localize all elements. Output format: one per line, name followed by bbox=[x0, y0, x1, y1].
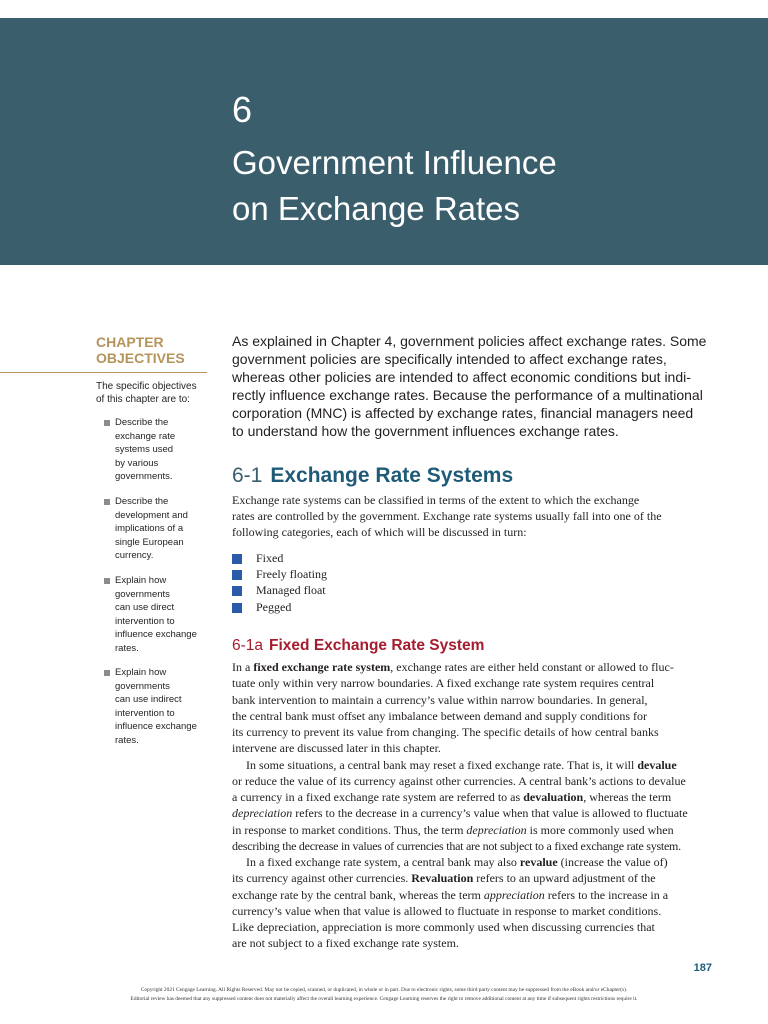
bullet-icon bbox=[104, 499, 110, 505]
objective-line: currency. bbox=[115, 550, 154, 562]
key-term: devalue bbox=[637, 757, 677, 772]
intro-paragraph bbox=[232, 332, 714, 440]
body-line bbox=[232, 854, 714, 870]
chapter-title-line: on Exchange Rates bbox=[232, 190, 521, 227]
chapter-title-line: Government Influence bbox=[232, 144, 557, 181]
objective-item bbox=[104, 574, 204, 656]
objective-line: single European bbox=[115, 536, 184, 548]
objective-line: systems used bbox=[115, 444, 174, 456]
objective-line: rates. bbox=[115, 642, 139, 654]
objective-line: Describe the bbox=[115, 496, 169, 507]
text-run: refers to the decrease in a currency’s value when that value is allowed to fluctuate bbox=[292, 806, 688, 821]
section-number: 6-1 bbox=[232, 464, 263, 487]
section-heading bbox=[232, 462, 513, 490]
key-term: devaluation bbox=[523, 790, 584, 804]
body-line bbox=[232, 789, 714, 805]
body-line: currency’s value when that value is allowed to fluctuate in response to market conditions. bbox=[232, 903, 662, 918]
category-item bbox=[232, 566, 327, 582]
objectives-heading bbox=[96, 334, 185, 366]
objective-item bbox=[104, 495, 204, 563]
objective-line: exchange rate bbox=[115, 430, 176, 442]
text-run: in response to market conditions. Thus, the term bbox=[232, 822, 467, 837]
category-item bbox=[232, 550, 327, 566]
chapter-title bbox=[232, 140, 752, 232]
subsection-title: Fixed Exchange Rate System bbox=[269, 637, 485, 654]
text-run: In a bbox=[232, 660, 254, 674]
intro-line: to understand how the government influences exchange rates. bbox=[232, 423, 619, 439]
body-text bbox=[232, 659, 714, 952]
body-line: or reduce the value of its currency against other currencies. A central bank’s actions to devalue bbox=[232, 773, 686, 788]
category-list bbox=[232, 550, 327, 615]
body-line: the central bank must offset any imbalance between demand and supply conditions for bbox=[232, 708, 647, 723]
objective-line: influence exchange bbox=[115, 721, 197, 733]
copyright-line: Copyright 2021 Cengage Learning. All Rights Reserved. May not be copied, scanned, or duplicated, in whole or in part. Due to electronic rights, some third party content may be suppressed from the eBook and/or eChapter(s). bbox=[140, 987, 628, 993]
subsection-number: 6-1a bbox=[232, 637, 264, 654]
objectives-intro-line: The specific objectives bbox=[96, 381, 197, 392]
objective-line: intervention to bbox=[115, 707, 175, 719]
bullet-icon bbox=[104, 578, 110, 584]
italic-term: depreciation bbox=[466, 822, 527, 837]
copyright-line: Editorial review has deemed that any suppressed content does not materially affect the overall learning experience. Cengage Learning reserves the right to remove additional content at any time if subsequent rights restrictions require it. bbox=[130, 996, 638, 1002]
square-bullet-icon bbox=[232, 570, 242, 580]
text-run: its currency against other currencies. bbox=[232, 871, 412, 886]
objectives-heading-line: OBJECTIVES bbox=[96, 350, 185, 366]
paragraph-line: Exchange rate systems can be classified in terms of the extent to which the exchange bbox=[232, 493, 640, 507]
body-line: describing the decrease in values of currencies that are not subject to a fixed exchange rate system. bbox=[232, 838, 681, 853]
category-label: Freely floating bbox=[256, 567, 327, 582]
category-label: Fixed bbox=[256, 551, 284, 565]
objectives-intro bbox=[96, 380, 208, 406]
objective-line: intervention to bbox=[115, 615, 175, 627]
objective-item bbox=[104, 666, 204, 748]
category-label: Pegged bbox=[256, 599, 292, 614]
objective-line: governments. bbox=[115, 471, 173, 483]
objective-line: by various bbox=[115, 457, 159, 469]
paragraph-line: following categories, each of which will be discussed in turn: bbox=[232, 525, 527, 540]
text-run: In a fixed exchange rate system, a central bank may also bbox=[246, 855, 520, 869]
text-run: In some situations, a central bank may reset a fixed exchange rate. That is, it will bbox=[246, 757, 638, 772]
text-run: , whereas the term bbox=[583, 790, 672, 804]
chapter-number: 6 bbox=[232, 89, 253, 130]
body-line: are not subject to a fixed exchange rate system. bbox=[232, 936, 459, 951]
objective-line: influence exchange bbox=[115, 629, 197, 641]
body-line: intervene are discussed later in this chapter. bbox=[232, 741, 441, 756]
objective-line: rates. bbox=[115, 734, 139, 746]
objective-line: development and bbox=[115, 509, 188, 521]
objective-item bbox=[104, 416, 204, 484]
intro-line: rectly influence exchange rates. Because the performance of a multinational bbox=[232, 387, 703, 403]
objective-line: governments bbox=[115, 680, 170, 692]
square-bullet-icon bbox=[232, 554, 242, 564]
text-run: a currency in a fixed exchange rate system are referred to as bbox=[232, 790, 524, 804]
square-bullet-icon bbox=[232, 603, 242, 613]
objective-line: can use indirect bbox=[115, 694, 182, 706]
body-line: Like depreciation, appreciation is more commonly used when discussing currencies that bbox=[232, 920, 655, 934]
paragraph-line: rates are controlled by the government. Exchange rate systems usually fall into one of the bbox=[232, 509, 662, 524]
page-number: 187 bbox=[693, 962, 712, 974]
italic-term: depreciation bbox=[232, 806, 293, 821]
objectives-divider bbox=[0, 372, 207, 373]
italic-term: appreciation bbox=[483, 887, 545, 902]
objectives-heading-line: CHAPTER bbox=[96, 334, 164, 350]
body-line bbox=[232, 805, 714, 821]
intro-line: whereas other policies are intended to affect economic conditions but indi- bbox=[232, 369, 691, 385]
text-run: refers to the increase in a bbox=[544, 887, 669, 902]
text-run: , exchange rates are either held constant or allowed to fluc- bbox=[390, 660, 674, 674]
bullet-icon bbox=[104, 420, 110, 426]
category-item bbox=[232, 582, 327, 598]
section-paragraph bbox=[232, 492, 714, 541]
body-line bbox=[232, 887, 714, 903]
body-line: bank intervention to maintain a currency’s value within narrow boundaries. In general, bbox=[232, 692, 648, 707]
category-item bbox=[232, 599, 327, 615]
intro-line: corporation (MNC) is affected by exchange rates, financial managers need bbox=[232, 405, 694, 421]
intro-line: As explained in Chapter 4, government policies affect exchange rates. Some bbox=[232, 333, 707, 349]
key-term: Revaluation bbox=[411, 871, 474, 886]
bullet-icon bbox=[104, 670, 110, 676]
text-run: is more commonly used when bbox=[526, 822, 674, 837]
objective-line: Describe the bbox=[115, 417, 169, 428]
subsection-heading bbox=[232, 636, 484, 656]
text-run: exchange rate by the central bank, whereas the term bbox=[232, 887, 484, 902]
key-term: fixed exchange rate system bbox=[253, 660, 391, 674]
objective-line: can use direct bbox=[115, 602, 175, 614]
objective-line: Explain how bbox=[115, 667, 167, 678]
body-line: its currency to prevent its value from changing. The specific details of how central banks bbox=[232, 725, 659, 739]
text-run: refers to an upward adjustment of the bbox=[473, 871, 656, 886]
key-term: revalue bbox=[519, 855, 558, 869]
objective-line: implications of a bbox=[115, 523, 184, 535]
body-line: tuate only within very narrow boundaries. A fixed exchange rate system requires central bbox=[232, 676, 655, 691]
section-title: Exchange Rate Systems bbox=[270, 464, 514, 487]
intro-line: government policies are specifically intended to affect exchange rates, bbox=[232, 351, 667, 367]
text-run: (increase the value of) bbox=[557, 855, 668, 869]
objective-line: governments bbox=[115, 588, 170, 600]
body-line bbox=[232, 870, 714, 886]
body-line bbox=[232, 757, 714, 773]
copyright-notice bbox=[40, 986, 728, 1004]
objectives-intro-line: of this chapter are to: bbox=[96, 394, 190, 405]
body-line bbox=[232, 822, 714, 838]
square-bullet-icon bbox=[232, 586, 242, 596]
category-label: Managed float bbox=[256, 583, 326, 598]
body-line bbox=[232, 659, 714, 675]
objective-line: Explain how bbox=[115, 575, 167, 586]
